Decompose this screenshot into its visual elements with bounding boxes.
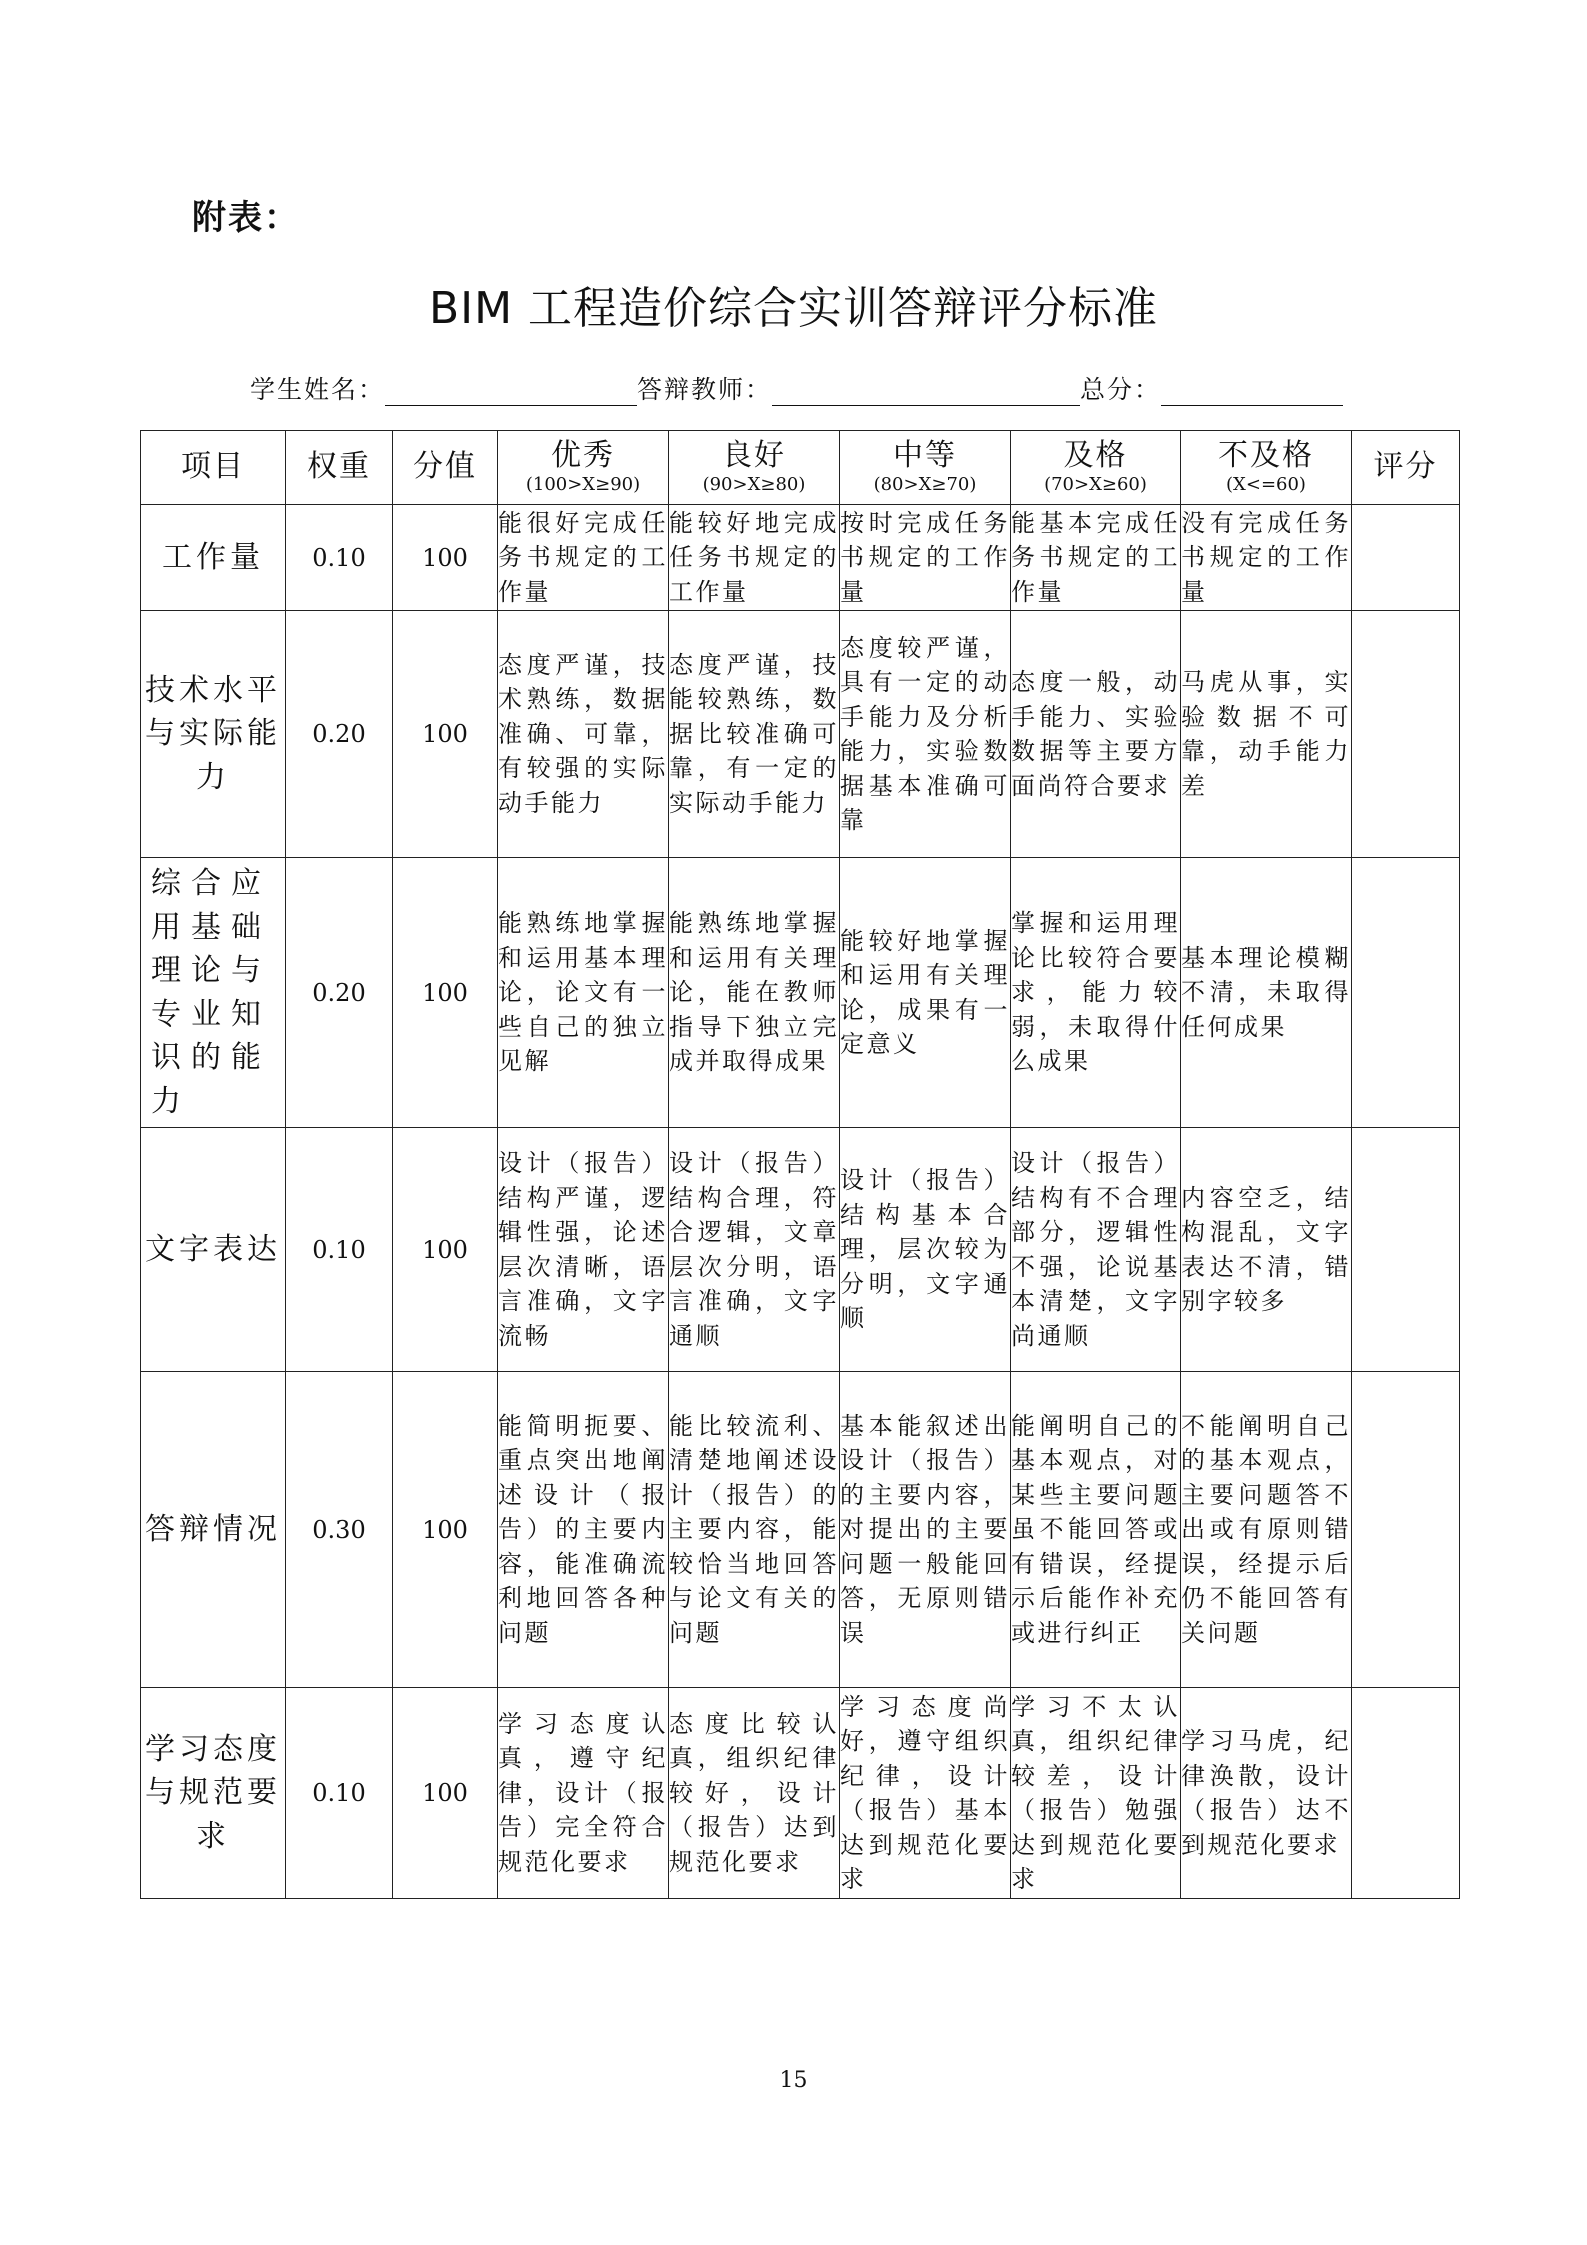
row-score: 100 [393,611,498,858]
criteria-excellent: 设计（报告）结构严谨，逻辑性强，论述层次清晰，语言准确，文字流畅 [498,1128,669,1372]
criteria-pass: 能基本完成任务书规定的工作量 [1011,505,1181,611]
table-row [141,1128,1460,1372]
row-score: 100 [393,1372,498,1688]
criteria-medium: 能较好地掌握和运用有关理论，成果有一定意义 [840,858,1011,1128]
row-weight: 0.10 [286,1688,393,1899]
header-item: 项目 [141,431,286,505]
rating-cell[interactable] [1352,611,1460,858]
total-score-label: 总分： [1080,375,1162,404]
criteria-fail: 学习马虎，纪律涣散，设计（报告）达不到规范化要求 [1181,1688,1352,1899]
student-name-label: 学生姓名： [250,375,386,404]
header-rating: 评分 [1352,431,1460,505]
page-number: 15 [779,2068,808,2093]
criteria-excellent: 能很好完成任务书规定的工作量 [498,505,669,611]
row-weight: 0.20 [286,611,393,858]
table-row [141,1372,1460,1688]
row-item: 技术水平与实际能力 [141,611,286,858]
criteria-medium: 学习态度尚好，遵守组织纪律，设计（报告）基本达到规范化要求 [840,1688,1011,1899]
criteria-good: 能较好地完成任务书规定的工作量 [669,505,840,611]
row-item: 综合应用基础理论与专业知识的能力 [141,858,286,1128]
grade-name: 及格 [1063,437,1128,473]
grade-range: (X<=60) [1226,474,1306,496]
table-row [141,1688,1460,1899]
row-score: 100 [393,858,498,1128]
rating-cell[interactable] [1352,858,1460,1128]
criteria-good: 态度严谨，技能较熟练，数据比较准确可靠，有一定的实际动手能力 [669,611,840,858]
criteria-pass: 态度一般，动手能力、实验数据等主要方面尚符合要求 [1011,611,1181,858]
header-weight: 权重 [286,431,393,505]
grade-range: (90>X≥80) [702,474,806,496]
row-weight: 0.30 [286,1372,393,1688]
row-weight: 0.10 [286,1128,393,1372]
criteria-excellent: 能简明扼要、重点突出地阐述设计（报告）的主要内容，能准确流利地回答各种问题 [498,1372,669,1688]
criteria-medium: 基本能叙述出设计（报告）的主要内容，对提出的主要问题一般能回答，无原则错误 [840,1372,1011,1688]
criteria-fail: 内容空乏，结构混乱，文字表达不清，错别字较多 [1181,1128,1352,1372]
criteria-fail: 马虎从事，实验数据不可靠，动手能力差 [1181,611,1352,858]
row-item: 答辩情况 [141,1372,286,1688]
criteria-good: 设计（报告）结构合理，符合逻辑，文章层次分明，语言准确，文字通顺 [669,1128,840,1372]
student-name-field[interactable] [385,375,637,406]
criteria-medium: 态度较严谨，具有一定的动手能力及分析能力，实验数据基本准确可靠 [840,611,1011,858]
row-weight: 0.10 [286,505,393,611]
appendix-label: 附表： [192,198,300,238]
criteria-fail: 没有完成任务书规定的工作量 [1181,505,1352,611]
form-fields [250,370,1360,406]
criteria-medium: 设计（报告）结构基本合理，层次较为分明，文字通顺 [840,1128,1011,1372]
criteria-pass: 设计（报告）结构有不合理部分，逻辑性不强，论说基本清楚，文字尚通顺 [1011,1128,1181,1372]
criteria-good: 能熟练地掌握和运用有关理论，能在教师指导下独立完成并取得成果 [669,858,840,1128]
row-score: 100 [393,1128,498,1372]
page-title: BIM 工程造价综合实训答辩评分标准 [428,283,1159,334]
header-grade-medium [840,431,1011,505]
row-item: 工作量 [141,505,286,611]
grade-name: 优秀 [551,437,615,473]
row-item: 学习态度与规范要求 [141,1688,286,1899]
header-score-value: 分值 [393,431,498,505]
table-header-row [141,431,1460,505]
criteria-excellent: 态度严谨，技术熟练，数据准确、可靠，有较强的实际动手能力 [498,611,669,858]
row-weight: 0.20 [286,858,393,1128]
row-score: 100 [393,505,498,611]
criteria-good: 态度比较认真，组织纪律较好，设计（报告）达到规范化要求 [669,1688,840,1899]
criteria-pass: 掌握和运用理论比较符合要求，能力较弱，未取得什么成果 [1011,858,1181,1128]
rating-cell[interactable] [1352,1372,1460,1688]
rating-cell[interactable] [1352,505,1460,611]
header-grade-pass [1011,431,1181,505]
grade-range: (100>X≥90) [525,474,641,496]
table-row [141,505,1460,611]
table-row [141,858,1460,1128]
rating-cell[interactable] [1352,1688,1460,1899]
criteria-fail: 不能阐明自己的基本观点，主要问题答不出或有原则错误，经提示后仍不能回答有关问题 [1181,1372,1352,1688]
grade-range: (70>X≥60) [1044,474,1147,496]
teacher-label: 答辩教师： [637,375,773,404]
scoring-table [140,430,1460,1899]
criteria-excellent: 学习态度认真，遵守纪律，设计（报告）完全符合规范化要求 [498,1688,669,1899]
criteria-pass: 能阐明自己的基本观点，对某些主要问题虽不能回答或有错误，经提示后能作补充或进行纠正 [1011,1372,1181,1688]
row-score: 100 [393,1688,498,1899]
rating-cell[interactable] [1352,1128,1460,1372]
criteria-fail: 基本理论模糊不清，未取得任何成果 [1181,858,1352,1128]
criteria-excellent: 能熟练地掌握和运用基本理论，论文有一些自己的独立见解 [498,858,669,1128]
criteria-pass: 学习不太认真，组织纪律较差，设计（报告）勉强达到规范化要求 [1011,1688,1181,1899]
table-row [141,611,1460,858]
header-grade-good [669,431,840,505]
teacher-field[interactable] [772,375,1080,406]
row-item: 文字表达 [141,1128,286,1372]
grade-name: 中等 [893,437,957,473]
header-grade-fail [1181,431,1352,505]
grade-name: 不及格 [1218,437,1314,473]
grade-name: 良好 [722,437,786,473]
total-score-field[interactable] [1161,375,1343,406]
grade-range: (80>X≥70) [873,474,977,496]
header-grade-excellent [498,431,669,505]
criteria-medium: 按时完成任务书规定的工作量 [840,505,1011,611]
criteria-good: 能比较流利、清楚地阐述设计（报告）的主要内容，能较恰当地回答与论文有关的问题 [669,1372,840,1688]
